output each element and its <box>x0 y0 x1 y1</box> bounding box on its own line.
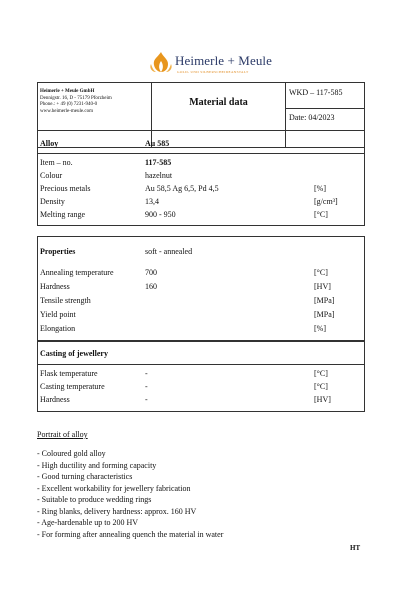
row-key: Hardness <box>40 282 70 291</box>
row-key: Tensile strength <box>40 296 91 305</box>
row-unit: [°C] <box>314 369 328 378</box>
logo-wordmark: Heimerle + Meule <box>175 53 273 68</box>
alloy-label: Alloy <box>40 139 59 148</box>
casting-label: Casting of jewellery <box>40 349 108 358</box>
table-row <box>38 309 364 321</box>
casting-table <box>37 340 365 412</box>
row-unit: [HV] <box>314 282 331 291</box>
portrait-heading: Portrait of alloy <box>37 430 88 439</box>
properties-table <box>37 236 365 342</box>
table-row <box>38 323 364 335</box>
row-key: Hardness <box>40 395 70 404</box>
table-row <box>38 196 364 208</box>
row-key: Colour <box>40 171 63 180</box>
row-unit: [HV] <box>314 395 331 404</box>
divider <box>38 153 364 154</box>
table-row <box>38 295 364 307</box>
row-value: 117-585 <box>145 158 172 167</box>
row-unit: [°C] <box>314 268 328 277</box>
row-key: Annealing temperature <box>40 268 114 277</box>
list-item: - For forming after annealing quench the material in water <box>37 529 224 539</box>
portrait-list <box>37 448 223 540</box>
row-unit: [°C] <box>314 210 328 219</box>
row-key: Precious metals <box>40 184 91 193</box>
company-street: Dennigstr. 16, D - 75179 Pforzheim <box>40 95 112 101</box>
logo-tagline: GOLD- UND SILBERSCHEIDEANSTALT <box>177 70 249 74</box>
table-row <box>38 267 364 279</box>
alloy-value: Au 585 <box>145 139 170 148</box>
properties-label: Properties <box>40 247 76 256</box>
row-value: 900 - 950 <box>145 210 176 219</box>
row-value: - <box>145 382 148 391</box>
row-key: Melting range <box>40 210 86 219</box>
list-item: - Excellent workability for jewellery fabrication <box>37 483 191 493</box>
table-row <box>38 394 364 406</box>
row-key: Casting temperature <box>40 382 105 391</box>
list-item: - High ductility and forming capacity <box>37 460 157 470</box>
row-unit: [MPa] <box>314 296 335 305</box>
row-value: 700 <box>145 268 157 277</box>
row-key: Yield point <box>40 310 76 319</box>
company-logo <box>147 50 297 78</box>
company-address <box>40 89 112 115</box>
table-row <box>38 281 364 293</box>
row-unit: [°C] <box>314 382 328 391</box>
list-item: - Ring blanks, delivery hardness: approx. 160 HV <box>37 506 197 516</box>
company-name: Heimerle + Meule GmbH <box>40 89 95 94</box>
list-item: - Age-hardenable up to 200 HV <box>37 518 139 527</box>
wkd-number: WKD – 117-585 <box>289 88 343 97</box>
table-row <box>38 209 364 221</box>
row-key: Density <box>40 197 65 206</box>
company-website: www.heimerle-meule.com <box>40 108 93 114</box>
row-key: Elongation <box>40 324 76 333</box>
row-unit: [g/cm³] <box>314 197 338 206</box>
list-item: - Good turning characteristics <box>37 472 133 481</box>
table-row <box>38 381 364 393</box>
author-initials: HT <box>350 544 361 552</box>
row-value: Au 58,5 Ag 6,5, Pd 4,5 <box>145 184 219 193</box>
document-date: Date: 04/2023 <box>289 113 335 122</box>
table-row <box>38 183 364 195</box>
row-unit: [MPa] <box>314 310 335 319</box>
row-value: - <box>145 369 148 378</box>
table-row <box>38 170 364 182</box>
alloy-table <box>37 130 365 226</box>
document-title: Material data <box>189 97 248 108</box>
row-value: 160 <box>145 282 157 291</box>
flame-logo-icon <box>147 50 175 76</box>
list-item: - Suitable to produce wedding rings <box>37 495 152 504</box>
row-value: 13,4 <box>145 197 159 206</box>
row-key: Item – no. <box>40 158 73 167</box>
row-key: Flask temperature <box>40 369 98 378</box>
row-value: hazelnut <box>145 171 173 180</box>
table-row <box>38 157 364 169</box>
row-unit: [%] <box>314 184 326 193</box>
row-value: - <box>145 395 148 404</box>
list-item: - Coloured gold alloy <box>37 449 106 458</box>
divider <box>38 364 364 365</box>
company-phone: Phone.: + 49 (0) 7231-940-0 <box>40 102 98 107</box>
row-unit: [%] <box>314 324 326 333</box>
properties-value: soft - annealed <box>145 247 193 256</box>
cell-divider <box>286 108 364 109</box>
table-row <box>38 368 364 380</box>
